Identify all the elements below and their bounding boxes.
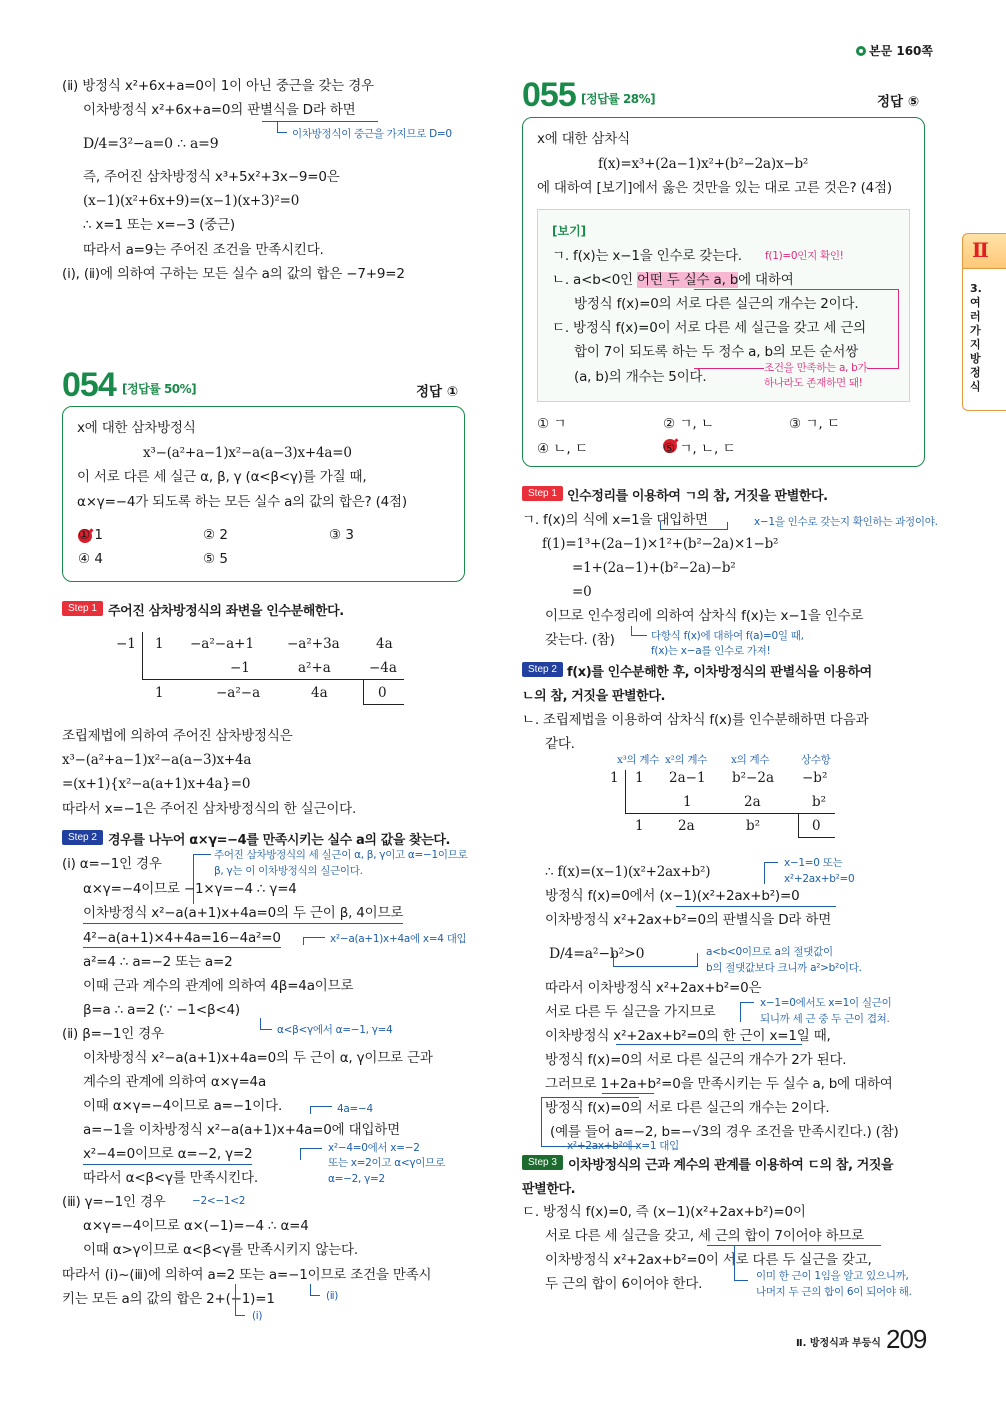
text-line: 서로 다른 두 실근을 가지므로 <box>545 1004 716 1020</box>
text-line: =1+(2a−1)+(b²−2a)−b² <box>572 560 736 576</box>
footer-section: Ⅱ. 방정식과 부등식 <box>796 1338 881 1349</box>
text-line: 따라서 (ⅰ)~(ⅲ)에 의하여 a=2 또는 a=−1이므로 조건을 만족시 <box>62 1267 432 1283</box>
note-check: x−1을 인수로 갖는지 확인하는 과정이야. <box>754 516 938 528</box>
choice-1[interactable]: ① 1 <box>78 527 103 543</box>
underline <box>616 1044 802 1045</box>
note-factor: f(x)는 x−a를 인수로 가져! <box>651 645 771 657</box>
problem-text: 이 서로 다른 세 실근 α, β, γ (α<β<γ)를 가질 때, <box>77 469 367 485</box>
note-sum: 나머지 두 근의 합이 6이 되어야 해. <box>756 1286 912 1298</box>
problem-text: α×γ=−4가 되도록 하는 모든 실수 a의 값의 합은? (4점) <box>77 494 407 510</box>
step3-title: 이차방정식의 근과 계수의 관계를 이용하여 ㄷ의 참, 거짓을 <box>568 1158 894 1173</box>
text-line: 그러므로 1+2a+b²=0을 만족시키는 두 실수 a, b에 대하여 <box>545 1076 893 1092</box>
circle-bullet-icon <box>856 46 866 56</box>
arrow-connector <box>631 626 647 636</box>
note-substitute: x²−a(a+1)x+4a에 x=4 대입 <box>330 933 467 945</box>
problem-equation: f(x)=x³+(2a−1)x²+(b²−2a)x−b² <box>598 156 809 172</box>
cell: 2a−1 <box>669 770 706 786</box>
cell: 2a <box>744 794 761 810</box>
text-line: ㄷ. 방정식 f(x)=0, 즉 (x−1)(x²+2ax+b²)=0이 <box>522 1204 806 1220</box>
bogi-item: 합이 7이 되도록 하는 두 정수 a, b의 모든 순서쌍 <box>574 344 859 360</box>
divisor: −1 <box>116 636 136 652</box>
text-line: ∴ x=1 또는 x=−3 (중근) <box>83 217 235 233</box>
correct-rate: [정답률 28%] <box>581 92 656 106</box>
cell: 0 <box>812 818 821 834</box>
note-exist: 조건을 만족하는 a, b가 <box>764 362 868 374</box>
choice-2[interactable]: ② ㄱ, ㄴ <box>663 416 715 432</box>
cell: −a²−a <box>216 685 261 701</box>
bogi-item: ㄱ. f(x)는 x−1을 인수로 갖는다. <box>552 248 742 264</box>
step2-title-cont: ㄴ의 참, 거짓을 판별한다. <box>522 689 666 704</box>
underline <box>602 1093 654 1094</box>
note-x2m4: α=−2, γ=2 <box>328 1173 385 1185</box>
chapter-tab-label: 3.여러가지방정식 <box>970 282 982 393</box>
choice-3[interactable]: ③ ㄱ, ㄷ <box>789 416 841 432</box>
text-line: 갖는다. (참) <box>545 632 615 648</box>
text-line: (예를 들어 a=−2, b=−√3의 경우 조건을 만족시킨다.) (참) <box>550 1124 899 1140</box>
choice-1[interactable]: ① ㄱ <box>537 416 567 432</box>
step2-badge: Step 2 <box>62 830 103 845</box>
text-line: ∴ f(x)=(x−1)(x²+2ax+b²) <box>545 864 711 880</box>
step2-badge: Step 2 <box>522 662 563 677</box>
page-reference-text: 본문 160쪽 <box>869 44 934 58</box>
arrow-connector <box>277 121 287 133</box>
discriminant-line: 이차방정식 x²+6x+a=0의 판별식을 D라 하면 <box>83 102 356 118</box>
note-roots: 주어진 삼차방정식의 세 실근이 α, β, γ이고 α=−1이므로 <box>214 849 468 861</box>
note-roots: x²+2ax+b²=0 <box>784 873 855 885</box>
cell: 1 <box>683 794 692 810</box>
arrow-connector <box>235 1284 245 1316</box>
arrow-connector <box>303 937 325 945</box>
cell: 0 <box>378 685 387 701</box>
text-line: 방정식 f(x)=0의 서로 다른 실근의 개수가 2가 된다. <box>545 1052 847 1068</box>
bogi-title: [보기] <box>552 224 587 238</box>
text-line: 두 근의 합이 6이어야 한다. <box>545 1276 703 1292</box>
synthetic-division-table <box>605 754 845 838</box>
note-f1: f(1)=0인지 확인! <box>765 250 844 262</box>
note-order: −2<−1<2 <box>192 1195 246 1207</box>
note-exist: 하나라도 존재하면 돼! <box>764 377 863 389</box>
text-line: 이때 α>γ이므로 α<β<γ를 만족시키지 않는다. <box>83 1242 358 1258</box>
text-line <box>83 929 281 947</box>
note-abs: b의 절댓값보다 크니까 a²>b²이다. <box>706 962 862 974</box>
cell: 1 <box>155 685 164 701</box>
note-overlap: x−1=0에서도 x=1이 실근이 <box>760 997 892 1009</box>
bogi-item: ㄷ. 방정식 f(x)=0이 서로 다른 세 실근을 갖고 세 근의 <box>552 320 867 336</box>
choice-4[interactable]: ④ ㄴ, ㄷ <box>537 441 589 457</box>
synthetic-division-table <box>80 632 410 708</box>
text-line: 따라서 a=9는 주어진 조건을 만족시킨다. <box>83 242 324 258</box>
text-line: 이차방정식 x²−a(a+1)x+4a=0의 두 근이 β, 4이므로 <box>83 904 403 924</box>
arrow-connector <box>300 1148 322 1160</box>
cell: −a²+3a <box>287 636 340 652</box>
cell: b² <box>812 794 827 810</box>
problem-text: x에 대한 삼차방정식 <box>77 420 196 436</box>
text-line: 이때 근과 계수의 관계에 의하여 4β=4a이므로 <box>83 978 354 994</box>
text-line: D/4=3²−a=0 ∴ a=9 <box>83 136 219 152</box>
step2-title: f(x)를 인수분해한 후, 이차방정식의 판별식을 이용하여 <box>567 665 872 680</box>
note-case-ii: (ⅱ) <box>326 1290 339 1302</box>
text-line: 이차방정식 x²+2ax+b²=0의 판별식을 D라 하면 <box>545 912 832 928</box>
text-line: a²=4 ∴ a=−2 또는 a=2 <box>83 954 233 970</box>
note-sum: 이미 한 근이 1임을 알고 있으니까, <box>756 1270 909 1282</box>
question-number: 054 <box>62 366 116 404</box>
text-line: =(x+1){x²−a(a+1)x+4a}=0 <box>62 776 251 792</box>
text-line: 이차방정식 x²−a(a+1)x+4a=0의 두 근이 α, γ이므로 근과 <box>83 1050 433 1066</box>
text-line: 이차방정식 x²+2ax+b²=0이 서로 다른 두 실근을 갖고, <box>545 1252 872 1268</box>
underline <box>676 906 836 907</box>
text-line: (ⅱ) β=−1인 경우 <box>62 1026 164 1042</box>
note-4a: 4a=−4 <box>337 1103 373 1115</box>
note-overlap: 되니까 세 근 중 두 근이 겹쳐. <box>760 1013 890 1025</box>
text-line: 같다. <box>545 736 575 752</box>
note-range: α<β<γ에서 α=−1, γ=4 <box>277 1024 393 1036</box>
equation: 4²−a(a+1)×4+4a=16−4a²=0 <box>83 930 281 946</box>
text-line: α×γ=−4이므로 −1×γ=−4 ∴ γ=4 <box>83 881 297 897</box>
chapter-tab-roman: Ⅱ <box>972 238 989 262</box>
note-x2m4: 또는 x=2이고 α<γ이므로 <box>328 1157 445 1169</box>
step1-title: 인수정리를 이용하여 ㄱ의 참, 거짓을 판별한다. <box>567 489 828 504</box>
step1-title: 주어진 삼차방정식의 좌변을 인수분해한다. <box>108 604 344 619</box>
arrow-connector <box>613 953 698 967</box>
step2-title: 경우를 나누어 α×γ=−4를 만족시키는 실수 a의 값을 찾는다. <box>108 833 451 848</box>
answer-label: 정답 ① <box>416 384 459 400</box>
arrow-connector <box>310 1106 332 1114</box>
column-header: x²의 계수 <box>665 754 708 766</box>
column-header: x의 계수 <box>731 754 770 766</box>
arrow-connector <box>740 1002 754 1022</box>
bogi-item <box>552 271 794 289</box>
choice-3[interactable]: ③ 3 <box>329 527 354 543</box>
text-line: 즉, 주어진 삼차방정식 x³+5x²+3x−9=0은 <box>83 169 340 185</box>
text-line: (ⅱ) 방정식 x²+6x+a=0이 1이 아닌 중근을 갖는 경우 <box>62 78 374 94</box>
cell: 1 <box>635 818 644 834</box>
note-roots: x−1=0 또는 <box>784 857 843 869</box>
step3-title-cont: 판별한다. <box>522 1182 576 1197</box>
problem-text: 에 대하여 [보기]에서 옳은 것만을 있는 대로 고른 것은? (4점) <box>537 180 892 196</box>
note-abs: a<b<0이므로 a의 절댓값이 <box>706 946 833 958</box>
cell: −a²−a+1 <box>190 636 255 652</box>
text-line: α×γ=−4이므로 α×(−1)=−4 ∴ α=4 <box>83 1218 309 1234</box>
arrow-connector <box>660 522 728 530</box>
text-line: x²−4=0이므로 α=−2, γ=2 <box>83 1145 252 1165</box>
text-line: 따라서 α<β<γ를 만족시킨다. <box>83 1170 258 1186</box>
step3-badge: Step 3 <box>522 1155 563 1170</box>
text-line: =0 <box>572 584 592 600</box>
text-line: 조립제법에 의하여 주어진 삼차방정식은 <box>62 728 293 744</box>
cell: 1 <box>155 636 164 652</box>
bogi-item: 방정식 f(x)=0의 서로 다른 실근의 개수는 2이다. <box>574 296 859 312</box>
text-line: (ⅲ) γ=−1인 경우 <box>62 1194 166 1210</box>
column-header: 상수항 <box>801 754 831 766</box>
divisor: 1 <box>610 770 619 786</box>
text-line: 따라서 이차방정식 x²+2ax+b²=0은 <box>545 980 762 996</box>
cell: 4a <box>376 636 393 652</box>
arrow-connector <box>260 1018 272 1030</box>
text-line: 따라서 x=−1은 주어진 삼차방정식의 한 실근이다. <box>62 801 357 817</box>
text-line: β=a ∴ a=2 (∵ −1<β<4) <box>83 1002 240 1018</box>
highlighted-text: 어떤 두 실수 a, b <box>637 272 739 288</box>
note-factor: 다항식 f(x)에 대하여 f(a)=0일 때, <box>651 630 804 642</box>
text-line: x³−(a²+a−1)x²−a(a−3)x+4a <box>62 752 252 768</box>
text-line: (ⅰ) α=−1인 경우 <box>62 856 162 872</box>
cell: 4a <box>311 685 328 701</box>
note-roots: β, γ는 이 이차방정식의 실근이다. <box>214 865 363 877</box>
bogi-item-text: ㄴ. a<b<0인 <box>552 272 638 288</box>
text-line: f(1)=1³+(2a−1)×1²+(b²−2a)×1−b² <box>542 536 779 552</box>
text-line: 이차방정식 x²+2ax+b²=0의 한 근이 x=1일 때, <box>545 1028 831 1044</box>
note-case-i: (ⅰ) <box>252 1310 263 1322</box>
choice-2[interactable]: ② 2 <box>203 527 228 543</box>
text-line: 계수의 관계에 의하여 α×γ=4a <box>83 1074 267 1090</box>
text-line <box>83 101 355 119</box>
text-line: D/4=a²−b²>0 <box>549 946 645 962</box>
problem-text: x에 대한 삼차식 <box>537 131 631 147</box>
note-x2m4: x²−4=0에서 x=−2 <box>328 1142 420 1154</box>
cell: 1 <box>635 770 644 786</box>
correct-rate: [정답률 50%] <box>122 382 197 396</box>
answer-label: 정답 ⑤ <box>877 94 920 110</box>
text-line: (x−1)(x²+6x+9)=(x−1)(x+3)²=0 <box>83 193 300 209</box>
column-header: x³의 계수 <box>617 754 660 766</box>
text-line: 이때 α×γ=−4이므로 a=−1이다. <box>83 1098 283 1114</box>
text-line: 이므로 인수정리에 의하여 삼차식 f(x)는 x−1을 인수로 <box>545 608 864 624</box>
text-line: a=−1을 이차방정식 x²−a(a+1)x+4a=0에 대입하면 <box>83 1122 400 1138</box>
arrow-connector <box>764 862 778 884</box>
cell: b²−2a <box>732 770 775 786</box>
arrow-connector <box>310 1284 320 1296</box>
question-number: 055 <box>522 76 576 114</box>
step1-badge: Step 1 <box>522 486 563 501</box>
choice-4[interactable]: ④ 4 <box>78 551 103 567</box>
bogi-item: (a, b)의 개수는 5이다. <box>574 369 707 385</box>
text-line: ㄱ. f(x)의 식에 x=1을 대입하면 <box>522 512 708 528</box>
choice-5[interactable]: ⑤ ㄱ, ㄴ, ㄷ <box>663 441 736 457</box>
text-line: 방정식 f(x)=0에서 (x−1)(x²+2ax+b²)=0 <box>545 888 800 904</box>
cell: −b² <box>802 770 828 786</box>
cell: b² <box>746 818 761 834</box>
cell: −1 <box>230 660 250 676</box>
step1-badge: Step 1 <box>62 601 103 616</box>
text-line: ㄴ. 조립제법을 이용하여 삼차식 f(x)를 인수분해하면 다음과 <box>522 712 869 728</box>
text-line: 방정식 f(x)=0의 서로 다른 실근의 개수는 2이다. <box>545 1100 830 1116</box>
cell: a²+a <box>298 660 331 676</box>
text-line: 키는 모든 a의 값의 합은 2+(−1)=1 <box>62 1291 275 1307</box>
page-reference <box>856 42 933 59</box>
choice-5[interactable]: ⑤ 5 <box>203 551 228 567</box>
cell: −4a <box>369 660 397 676</box>
problem-equation: x³−(a²+a−1)x²−a(a−3)x+4a=0 <box>143 445 352 461</box>
bogi-item-text: 에 대하여 <box>738 272 794 288</box>
page-number: 209 <box>886 1324 927 1354</box>
note-D-zero: 이차방정식이 중근을 가지므로 D=0 <box>292 128 452 140</box>
note-substitute: x²+2ax+b²에 x=1 대입 <box>567 1140 679 1152</box>
text-line: 서로 다른 세 실근을 갖고, 세 근의 합이 7이어야 하므로 <box>545 1228 864 1244</box>
text-line: (ⅰ), (ⅱ)에 의하여 구하는 모든 실수 a의 값의 합은 −7+9=2 <box>62 266 405 282</box>
cell: 2a <box>678 818 695 834</box>
